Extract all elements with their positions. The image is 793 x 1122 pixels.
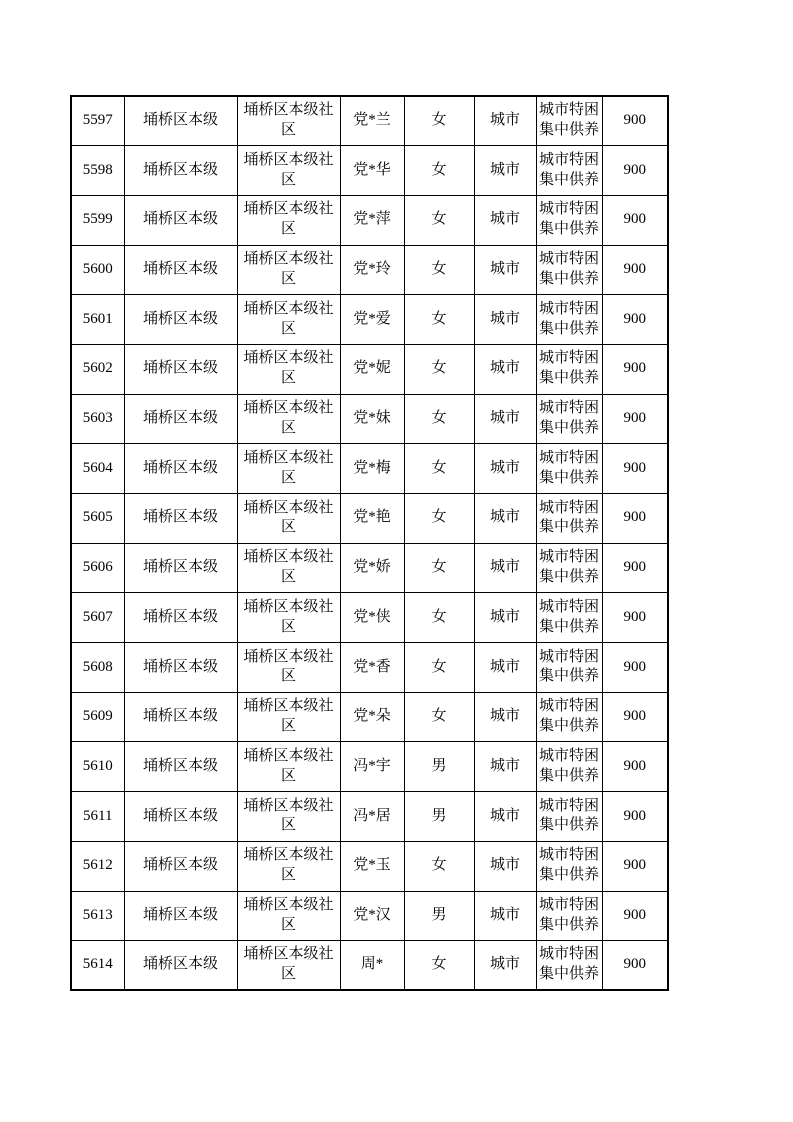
- cell-community: 埇桥区本级社区: [237, 841, 340, 891]
- cell-community: 埇桥区本级社区: [237, 643, 340, 693]
- cell-urban-rural-type: 城市: [474, 444, 536, 494]
- table-row: [71, 543, 668, 593]
- cell-urban-rural-type: 城市: [474, 96, 536, 146]
- cell-urban-rural-type: 城市: [474, 245, 536, 295]
- cell-assistance-category: 城市特困集中供养: [536, 344, 602, 394]
- cell-amount: 900: [602, 444, 668, 494]
- cell-county-level: 埇桥区本级: [124, 494, 237, 544]
- cell-community: 埇桥区本级社区: [237, 792, 340, 842]
- table-row: [71, 792, 668, 842]
- cell-gender: 女: [404, 643, 474, 693]
- cell-community: 埇桥区本级社区: [237, 742, 340, 792]
- cell-urban-rural-type: 城市: [474, 891, 536, 941]
- table-row: [71, 245, 668, 295]
- cell-urban-rural-type: 城市: [474, 692, 536, 742]
- cell-name: 党*玉: [340, 841, 404, 891]
- cell-assistance-category: 城市特困集中供养: [536, 444, 602, 494]
- cell-gender: 女: [404, 692, 474, 742]
- cell-county-level: 埇桥区本级: [124, 195, 237, 245]
- table-row: [71, 891, 668, 941]
- cell-name: 党*妮: [340, 344, 404, 394]
- cell-gender: 女: [404, 494, 474, 544]
- cell-assistance-category: 城市特困集中供养: [536, 841, 602, 891]
- cell-urban-rural-type: 城市: [474, 742, 536, 792]
- cell-gender: 女: [404, 841, 474, 891]
- table-row: [71, 742, 668, 792]
- cell-name: 党*萍: [340, 195, 404, 245]
- cell-assistance-category: 城市特困集中供养: [536, 146, 602, 196]
- cell-community: 埇桥区本级社区: [237, 941, 340, 991]
- table-row: [71, 195, 668, 245]
- cell-name: 党*侠: [340, 593, 404, 643]
- cell-amount: 900: [602, 643, 668, 693]
- table-body: [71, 96, 668, 990]
- cell-community: 埇桥区本级社区: [237, 146, 340, 196]
- cell-serial-number: 5603: [71, 394, 124, 444]
- table-row: [71, 96, 668, 146]
- cell-amount: 900: [602, 543, 668, 593]
- cell-county-level: 埇桥区本级: [124, 344, 237, 394]
- cell-gender: 男: [404, 742, 474, 792]
- cell-community: 埇桥区本级社区: [237, 891, 340, 941]
- cell-community: 埇桥区本级社区: [237, 295, 340, 345]
- cell-amount: 900: [602, 593, 668, 643]
- cell-serial-number: 5609: [71, 692, 124, 742]
- table-row: [71, 494, 668, 544]
- cell-community: 埇桥区本级社区: [237, 394, 340, 444]
- table-row: [71, 444, 668, 494]
- cell-amount: 900: [602, 295, 668, 345]
- cell-serial-number: 5606: [71, 543, 124, 593]
- cell-community: 埇桥区本级社区: [237, 593, 340, 643]
- cell-gender: 女: [404, 195, 474, 245]
- table-row: [71, 394, 668, 444]
- cell-serial-number: 5611: [71, 792, 124, 842]
- cell-amount: 900: [602, 394, 668, 444]
- beneficiary-table: [70, 95, 669, 991]
- cell-name: 党*玲: [340, 245, 404, 295]
- cell-serial-number: 5602: [71, 344, 124, 394]
- cell-amount: 900: [602, 792, 668, 842]
- cell-assistance-category: 城市特困集中供养: [536, 96, 602, 146]
- cell-name: 党*妹: [340, 394, 404, 444]
- cell-serial-number: 5597: [71, 96, 124, 146]
- cell-community: 埇桥区本级社区: [237, 195, 340, 245]
- cell-amount: 900: [602, 692, 668, 742]
- cell-urban-rural-type: 城市: [474, 394, 536, 444]
- cell-gender: 女: [404, 146, 474, 196]
- cell-community: 埇桥区本级社区: [237, 543, 340, 593]
- cell-amount: 900: [602, 96, 668, 146]
- cell-county-level: 埇桥区本级: [124, 543, 237, 593]
- cell-assistance-category: 城市特困集中供养: [536, 643, 602, 693]
- cell-serial-number: 5601: [71, 295, 124, 345]
- cell-gender: 女: [404, 543, 474, 593]
- cell-serial-number: 5608: [71, 643, 124, 693]
- cell-name: 冯*居: [340, 792, 404, 842]
- cell-urban-rural-type: 城市: [474, 344, 536, 394]
- table-row: [71, 643, 668, 693]
- cell-gender: 男: [404, 792, 474, 842]
- cell-county-level: 埇桥区本级: [124, 394, 237, 444]
- cell-amount: 900: [602, 742, 668, 792]
- cell-gender: 女: [404, 444, 474, 494]
- table-row: [71, 841, 668, 891]
- cell-serial-number: 5604: [71, 444, 124, 494]
- cell-serial-number: 5598: [71, 146, 124, 196]
- cell-community: 埇桥区本级社区: [237, 344, 340, 394]
- cell-county-level: 埇桥区本级: [124, 891, 237, 941]
- cell-name: 党*梅: [340, 444, 404, 494]
- table-row: [71, 692, 668, 742]
- cell-serial-number: 5610: [71, 742, 124, 792]
- cell-amount: 900: [602, 891, 668, 941]
- cell-serial-number: 5600: [71, 245, 124, 295]
- cell-serial-number: 5612: [71, 841, 124, 891]
- cell-assistance-category: 城市特困集中供养: [536, 692, 602, 742]
- cell-county-level: 埇桥区本级: [124, 593, 237, 643]
- cell-amount: 900: [602, 941, 668, 991]
- cell-serial-number: 5614: [71, 941, 124, 991]
- table-row: [71, 593, 668, 643]
- cell-name: 党*香: [340, 643, 404, 693]
- cell-county-level: 埇桥区本级: [124, 941, 237, 991]
- cell-gender: 女: [404, 593, 474, 643]
- cell-name: 党*华: [340, 146, 404, 196]
- cell-urban-rural-type: 城市: [474, 643, 536, 693]
- cell-assistance-category: 城市特困集中供养: [536, 792, 602, 842]
- cell-urban-rural-type: 城市: [474, 941, 536, 991]
- cell-assistance-category: 城市特困集中供养: [536, 543, 602, 593]
- cell-amount: 900: [602, 195, 668, 245]
- cell-gender: 女: [404, 941, 474, 991]
- cell-community: 埇桥区本级社区: [237, 96, 340, 146]
- cell-amount: 900: [602, 245, 668, 295]
- cell-urban-rural-type: 城市: [474, 195, 536, 245]
- cell-assistance-category: 城市特困集中供养: [536, 742, 602, 792]
- cell-county-level: 埇桥区本级: [124, 245, 237, 295]
- cell-name: 冯*宇: [340, 742, 404, 792]
- cell-name: 党*朵: [340, 692, 404, 742]
- cell-name: 周*: [340, 941, 404, 991]
- cell-serial-number: 5607: [71, 593, 124, 643]
- cell-amount: 900: [602, 494, 668, 544]
- cell-gender: 女: [404, 295, 474, 345]
- cell-county-level: 埇桥区本级: [124, 295, 237, 345]
- table-row: [71, 146, 668, 196]
- cell-assistance-category: 城市特困集中供养: [536, 394, 602, 444]
- cell-name: 党*艳: [340, 494, 404, 544]
- cell-urban-rural-type: 城市: [474, 543, 536, 593]
- cell-county-level: 埇桥区本级: [124, 792, 237, 842]
- cell-gender: 女: [404, 245, 474, 295]
- cell-assistance-category: 城市特困集中供养: [536, 891, 602, 941]
- cell-county-level: 埇桥区本级: [124, 146, 237, 196]
- cell-community: 埇桥区本级社区: [237, 494, 340, 544]
- cell-county-level: 埇桥区本级: [124, 643, 237, 693]
- cell-name: 党*爱: [340, 295, 404, 345]
- cell-urban-rural-type: 城市: [474, 841, 536, 891]
- cell-community: 埇桥区本级社区: [237, 245, 340, 295]
- cell-county-level: 埇桥区本级: [124, 444, 237, 494]
- cell-gender: 女: [404, 394, 474, 444]
- cell-amount: 900: [602, 841, 668, 891]
- table-row: [71, 295, 668, 345]
- cell-serial-number: 5613: [71, 891, 124, 941]
- cell-assistance-category: 城市特困集中供养: [536, 494, 602, 544]
- cell-assistance-category: 城市特困集中供养: [536, 295, 602, 345]
- cell-amount: 900: [602, 344, 668, 394]
- cell-serial-number: 5599: [71, 195, 124, 245]
- cell-serial-number: 5605: [71, 494, 124, 544]
- cell-urban-rural-type: 城市: [474, 494, 536, 544]
- cell-county-level: 埇桥区本级: [124, 692, 237, 742]
- cell-county-level: 埇桥区本级: [124, 742, 237, 792]
- cell-urban-rural-type: 城市: [474, 593, 536, 643]
- cell-assistance-category: 城市特困集中供养: [536, 245, 602, 295]
- cell-gender: 男: [404, 891, 474, 941]
- cell-assistance-category: 城市特困集中供养: [536, 593, 602, 643]
- cell-name: 党*兰: [340, 96, 404, 146]
- cell-name: 党*娇: [340, 543, 404, 593]
- cell-urban-rural-type: 城市: [474, 792, 536, 842]
- cell-name: 党*汉: [340, 891, 404, 941]
- cell-urban-rural-type: 城市: [474, 146, 536, 196]
- cell-assistance-category: 城市特困集中供养: [536, 941, 602, 991]
- cell-assistance-category: 城市特困集中供养: [536, 195, 602, 245]
- table-row: [71, 941, 668, 991]
- cell-urban-rural-type: 城市: [474, 295, 536, 345]
- table-row: [71, 344, 668, 394]
- cell-county-level: 埇桥区本级: [124, 841, 237, 891]
- cell-community: 埇桥区本级社区: [237, 444, 340, 494]
- cell-county-level: 埇桥区本级: [124, 96, 237, 146]
- cell-amount: 900: [602, 146, 668, 196]
- cell-gender: 女: [404, 96, 474, 146]
- cell-community: 埇桥区本级社区: [237, 692, 340, 742]
- cell-gender: 女: [404, 344, 474, 394]
